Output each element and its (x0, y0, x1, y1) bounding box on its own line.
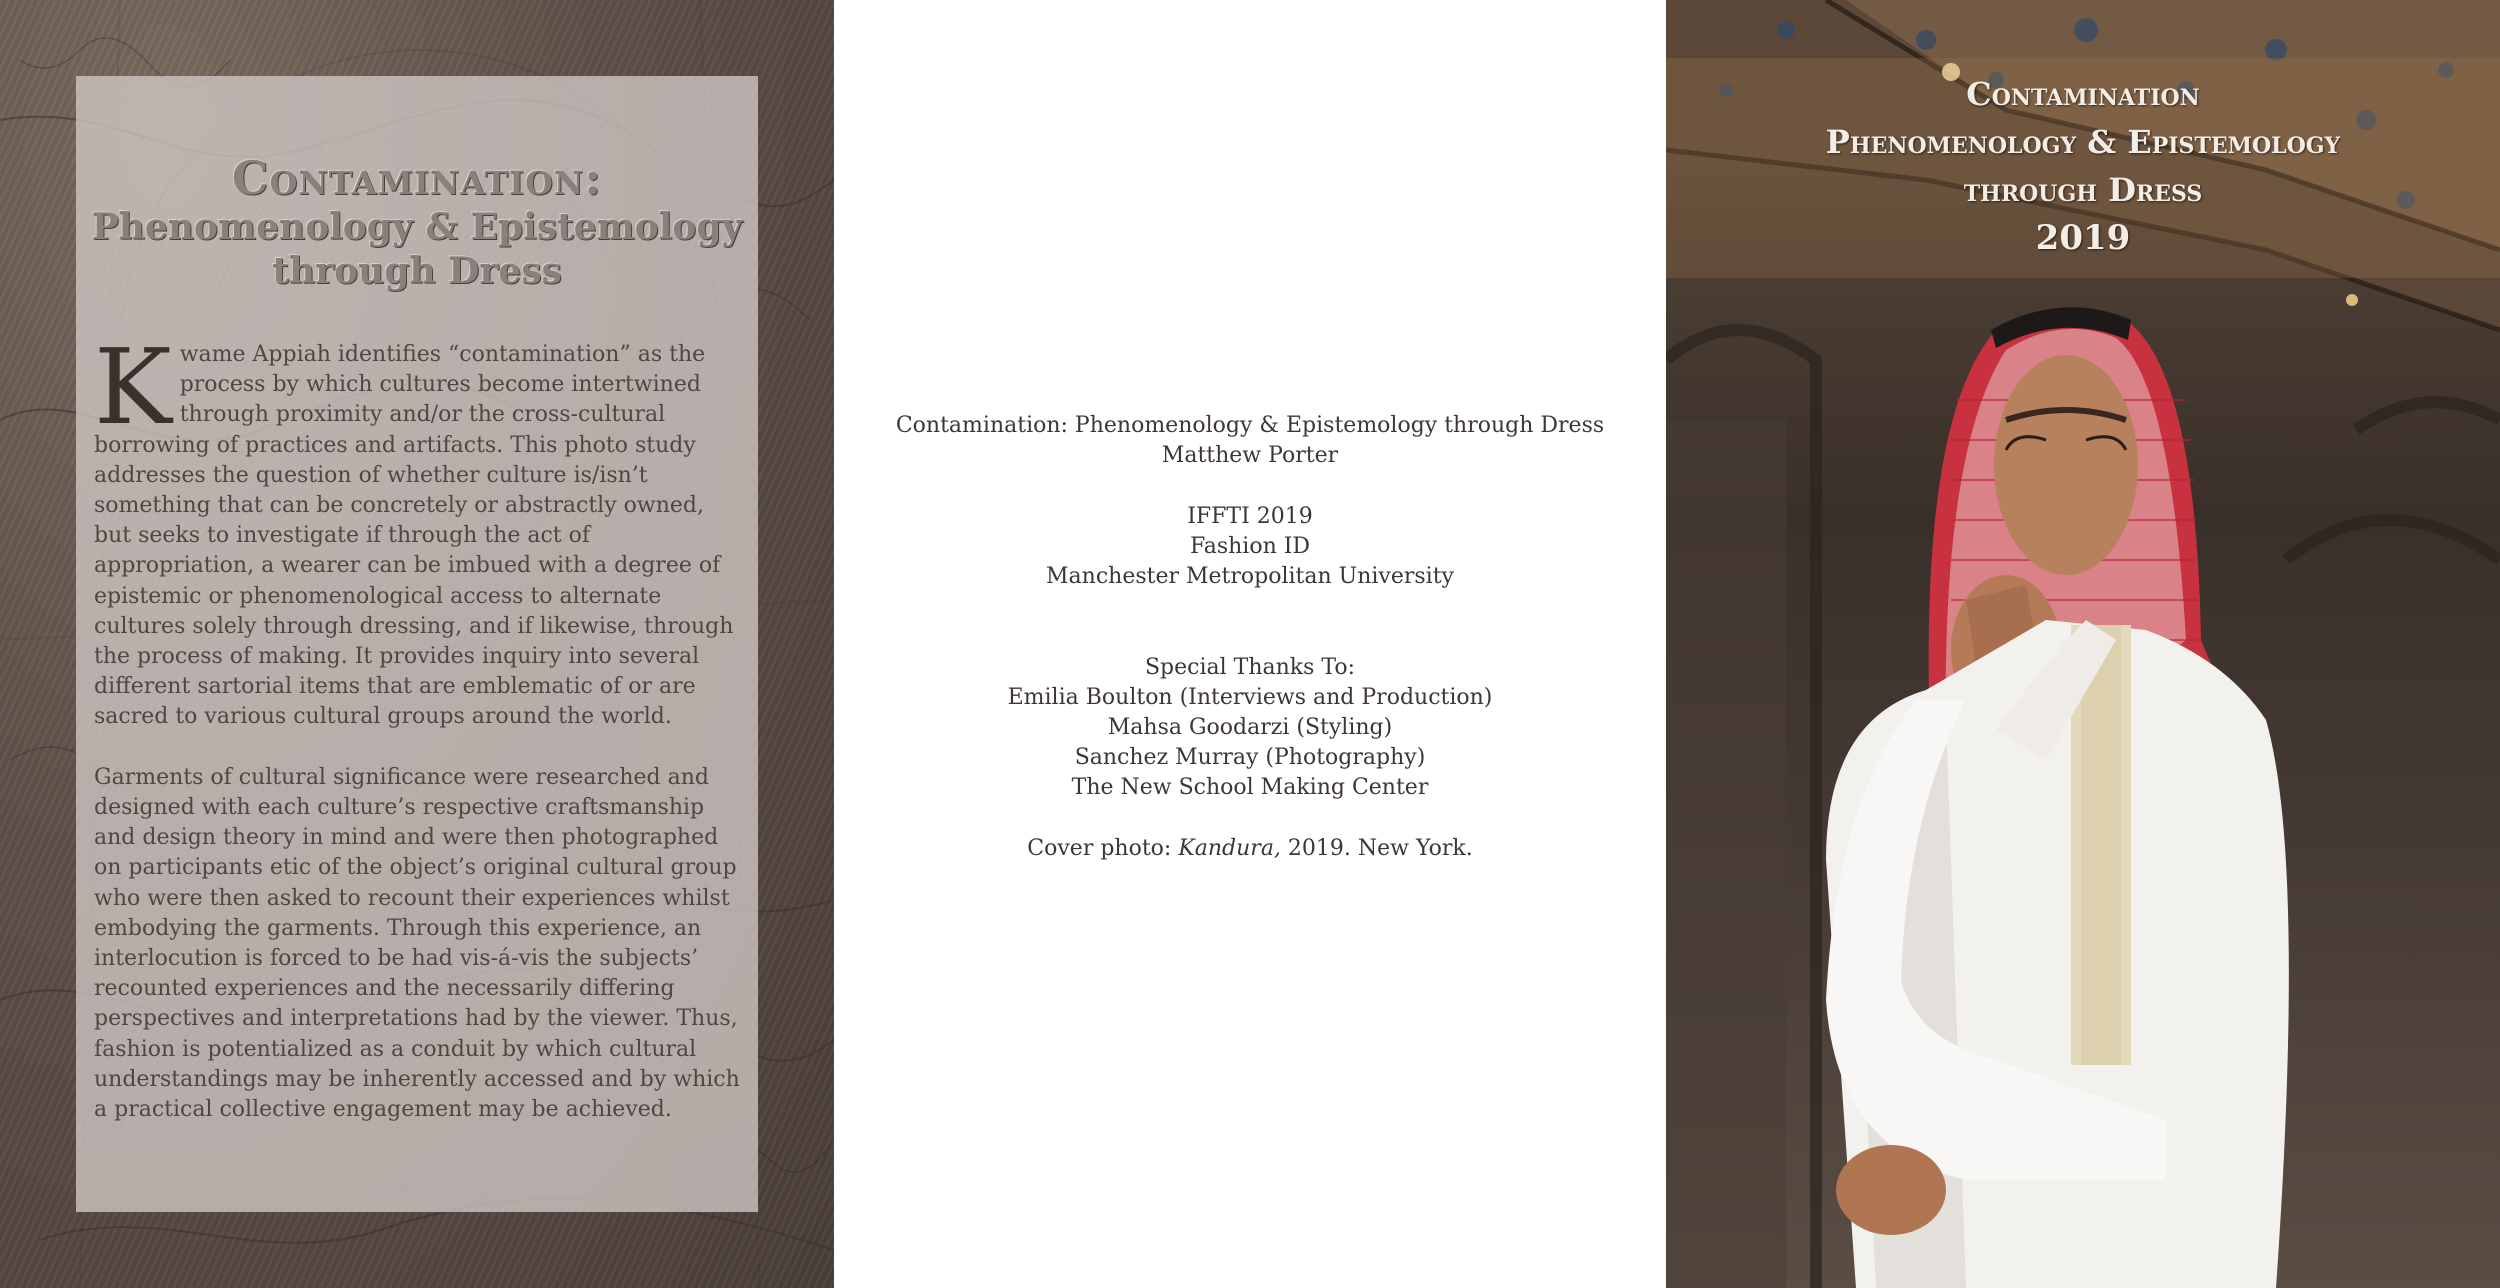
title-line-3: through Dress (272, 250, 562, 293)
paragraph-1-text: wame Appiah identifies “contamination” as the process by which cultures become intertwined through proximity and/or the cross-cultural borrowing of practices and artifacts. This photo study addresses the question of whether culture is/isn’t something that can be concretely or abstractly owned, but seeks to investigate if through the act of appropriation, a wearer can be imbued with a degree of epistemic or phenomenological access to alternate cultures solely through dressing, and if likewise, through the process of making. It provides inquiry into several different sartorial items that are emblematic of or are sacred to various cultural groups around the world. (94, 342, 734, 730)
cover-page (1666, 0, 2500, 1288)
title-line-2: Phenomenology & Epistemology (91, 206, 743, 249)
essay-body (94, 326, 744, 1125)
drop-cap: K (94, 326, 172, 448)
text-card (76, 76, 758, 1212)
model-figure (1826, 307, 2289, 1288)
thanks-item: The New School Making Center (1071, 775, 1429, 801)
essay-paragraph-1 (94, 326, 744, 733)
credits-title: Contamination: Phenomenology & Epistemology through Dress (895, 413, 1605, 438)
thanks-item: Emilia Boulton (Interviews and Production) (1007, 684, 1493, 710)
thanks-item: Sanchez Murray (Photography) (1074, 745, 1426, 771)
cover-photo-prefix: Cover photo: (1027, 835, 1179, 861)
cover-title-year: 2019 (2035, 218, 2131, 258)
title-line-1: Contamination: (231, 151, 603, 205)
credits-event: IFFTI 2019 (1187, 503, 1313, 529)
cover-title-line-1: Contamination (1966, 75, 2200, 113)
center-page (834, 0, 1666, 1288)
thanks-item: Mahsa Goodarzi (Styling) (1107, 715, 1393, 740)
thanks-heading: Special Thanks To: (1144, 654, 1356, 680)
credits-program: Fashion ID (1189, 533, 1311, 559)
left-page (0, 0, 834, 1288)
left-page-title (76, 150, 758, 294)
cover-photo-title: Kandura, (1178, 835, 1281, 861)
essay-paragraph-2: Garments of cultural significance were researched and designed with each culture’s respective craftsmanship and design theory in mind and were then photographed on participants etic of the object’s original cultural group who were then asked to recount their experiences whilst embodying the garments. Through this experience, an interlocution is forced to be had vis-á-vis the subjects’ recounted experiences and the necessarily differing perspectives and interpretations had by the viewer. Thus, fashion is potentialized as a conduit by which cultural understandings may be inherently accessed and by which a practical collective engagement may be achieved. (94, 764, 740, 1123)
cover-photo-suffix: 2019. New York. (1280, 835, 1473, 861)
cover-title (1666, 70, 2500, 262)
cover-photo-credit (834, 834, 1666, 864)
credits-institution: Manchester Metropolitan University (1046, 564, 1454, 589)
cover-title-line-3: through Dress (1963, 171, 2203, 209)
credits-block (834, 411, 1666, 864)
credits-author: Matthew Porter (1161, 443, 1339, 469)
cover-title-line-2: Phenomenology & Epistemology (1825, 123, 2341, 161)
